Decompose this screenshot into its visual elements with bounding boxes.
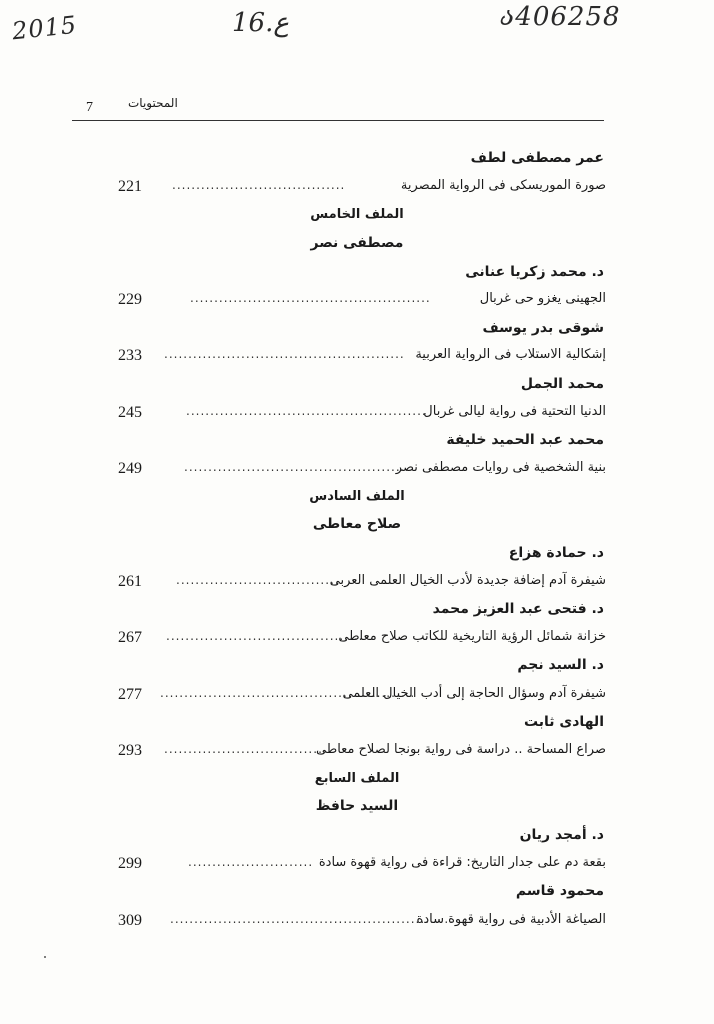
- toc-entry-title: الدنيا التحتية فى رواية ليالى غربال: [423, 404, 606, 419]
- toc-page-number: 233: [118, 347, 142, 364]
- toc-entry-title: الجهينى يغزو حى غربال: [479, 291, 606, 306]
- toc-entry-title: خزانة شمائل الرؤية التاريخية للكاتب صلاح معاطى: [338, 629, 606, 644]
- section-subject: صلاح معاطى: [312, 516, 402, 532]
- toc-entry-title: إشكالية الاستلاب فى الرواية العربية: [415, 347, 606, 362]
- toc-page-number: 309: [118, 912, 142, 929]
- toc-entry-title: صورة الموريسكى فى الرواية المصرية: [400, 178, 606, 193]
- page-number: 7: [86, 100, 93, 115]
- scan-speck: [44, 956, 46, 958]
- toc-entry: [0, 912, 674, 932]
- toc-entry-title: صراع المساحة .. دراسة فى رواية بونجا لصلاح معاطى: [316, 742, 606, 757]
- toc-author: محمود قاسم: [515, 883, 604, 899]
- toc-entry-title: الصياغة الأدبية فى رواية قهوة سادة: [416, 912, 606, 927]
- handwritten-code: 16.ع: [232, 8, 289, 38]
- handwritten-catalog-id: ა406258: [500, 2, 621, 32]
- toc-entry: [0, 629, 674, 649]
- running-title: المحتويات: [128, 96, 178, 110]
- toc-leader-dots: ..................................: [164, 742, 328, 756]
- section-heading: الملف الخامس: [310, 207, 404, 222]
- toc-entry-title: شيفرة آدم إضافة جديدة لأدب الخيال العلمى العربى: [329, 573, 606, 588]
- toc-entry-title: شيفرة آدم وسؤال الحاجة إلى أدب الخيال العلمى: [342, 686, 606, 701]
- toc-leader-dots: ..................................................: [190, 291, 431, 305]
- section-heading: الملف السادس: [309, 489, 405, 504]
- toc-page-number: 229: [118, 291, 142, 308]
- toc-leader-dots: ....................................: [172, 178, 346, 192]
- toc-author: محمد عبد الحميد خليفة: [446, 432, 604, 448]
- toc-author: عمر مصطفى لطف: [470, 150, 604, 166]
- toc-page-number: 221: [118, 178, 142, 195]
- toc-leader-dots: ..................................................: [164, 347, 405, 361]
- toc-leader-dots: ...................................: [176, 573, 345, 587]
- toc-entry: [0, 742, 674, 762]
- toc-leader-dots: .........................................: [166, 629, 364, 643]
- toc-entry: [0, 404, 674, 424]
- toc-entry: [0, 686, 674, 706]
- toc-entry: [0, 460, 674, 480]
- toc-entry: [0, 178, 674, 198]
- toc-page-number: 299: [118, 855, 142, 872]
- toc-author: محمد الجمل: [520, 376, 604, 392]
- header-rule: [72, 120, 604, 121]
- toc-author: الهادى ثابت: [523, 714, 604, 730]
- toc-author: د. أمجد ريان: [519, 827, 604, 843]
- toc-leader-dots: ...........................................................: [170, 912, 455, 926]
- handwritten-year: 2015: [10, 10, 79, 46]
- toc-author: د. فتحى عبد العزيز محمد: [432, 601, 604, 617]
- toc-page-number: 261: [118, 573, 142, 590]
- toc-page-number: 277: [118, 686, 142, 703]
- toc-author: د. حمادة هزاع: [508, 545, 604, 561]
- toc-author: شوقى بدر يوسف: [482, 320, 604, 336]
- toc-page-number: 245: [118, 404, 142, 421]
- toc-leader-dots: .....................................................: [160, 686, 416, 700]
- toc-author: د. السيد نجم: [517, 657, 604, 673]
- section-subject: مصطفى نصر: [310, 235, 404, 251]
- toc-leader-dots: ..................................................: [186, 404, 427, 418]
- section-heading: الملف السابع: [314, 771, 400, 786]
- toc-entry: [0, 573, 674, 593]
- toc-page-number: 293: [118, 742, 142, 759]
- toc-author: د. محمد زكريا عنانى: [465, 264, 604, 280]
- toc-page-number: 249: [118, 460, 142, 477]
- toc-entry: [0, 291, 674, 311]
- toc-entry: [0, 347, 674, 367]
- toc-leader-dots: ..........................: [188, 855, 314, 869]
- toc-entry-title: بنية الشخصية فى روايات مصطفى نصر: [395, 460, 606, 475]
- toc-entry-title: بقعة دم على جدار التاريخ: قراءة فى رواية قهوة سادة: [318, 855, 606, 870]
- section-subject: السيد حافظ: [315, 798, 399, 814]
- toc-entry: [0, 855, 674, 875]
- toc-page-number: 267: [118, 629, 142, 646]
- toc-leader-dots: ...............................................: [184, 460, 411, 474]
